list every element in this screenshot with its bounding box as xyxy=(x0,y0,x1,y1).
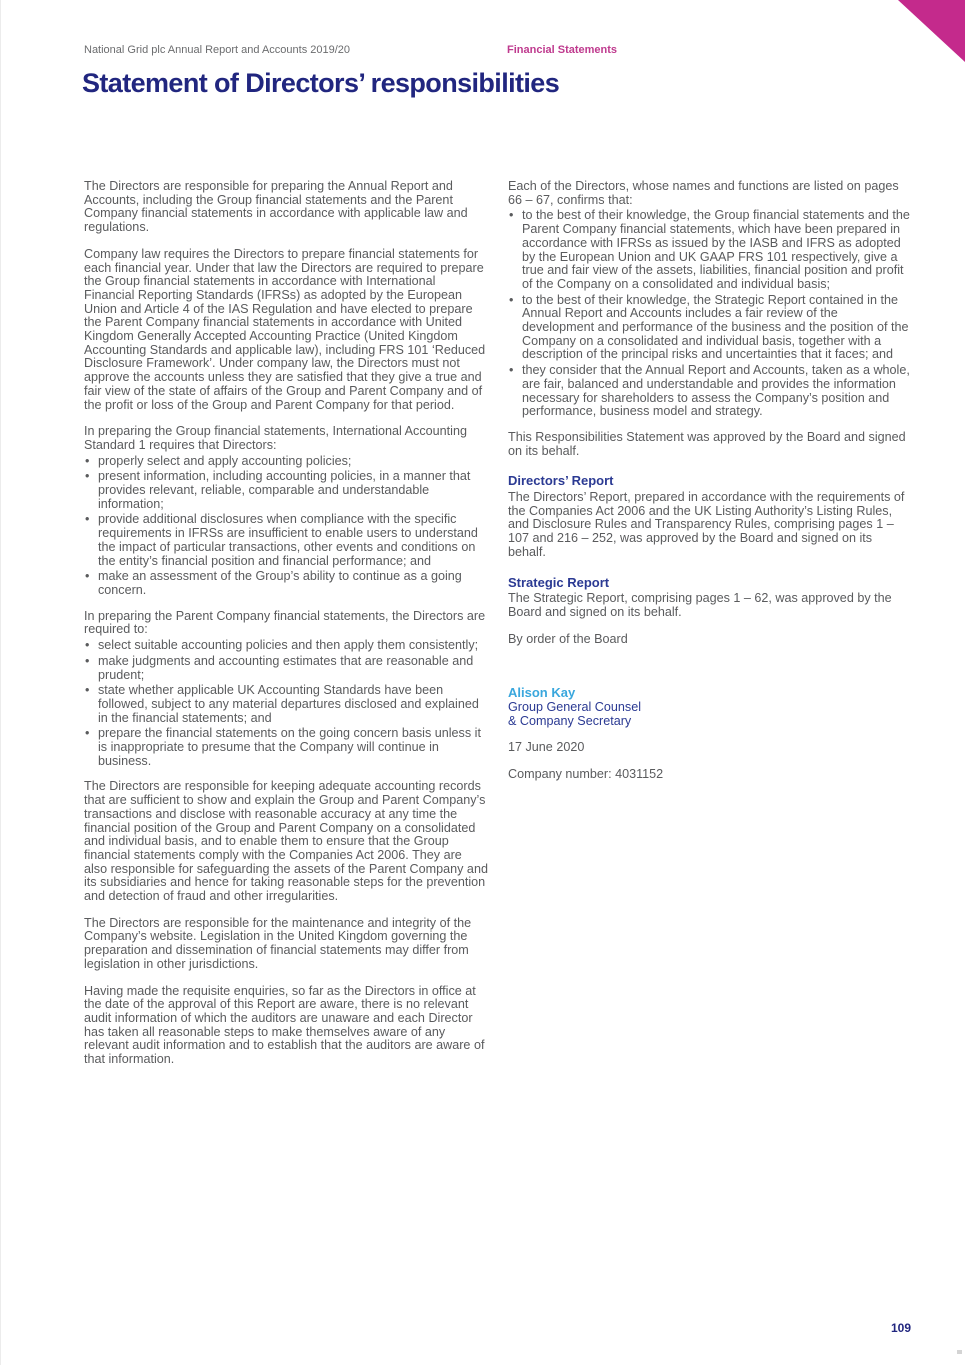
ias-list-intro: In preparing the Group financial statements, International Accounting Standard 1 requires that Directors: xyxy=(84,424,467,452)
bullet-item: • select suitable accounting policies and then apply them consistently; xyxy=(84,639,488,653)
bullet-item: • to the best of their knowledge, the Strategic Report contained in the Annual Report and Accounts includes a fair review of the development and performance of the business and the position of the Company on a consolidated and individual basis, together with a description of the principal risks and uncertainties that it faces; and xyxy=(508,294,912,363)
signatory-role-line2: & Company Secretary xyxy=(508,714,632,729)
left-column xyxy=(84,180,488,1080)
right-column xyxy=(508,180,912,1080)
bullet-item: • prepare the financial statements on the going concern basis unless it is inappropriate to presume that the Company will continue in business. xyxy=(84,727,488,768)
confirm-list-intro: Each of the Directors, whose names and functions are listed on pages 66 – 67, confirms that: xyxy=(508,179,899,207)
body-paragraph-website: The Directors are responsible for the maintenance and integrity of the Company’s website. Legislation in the United Kingdom governing the preparation and dissemination of financial statements may differ from legislation in other jurisdictions. xyxy=(84,915,472,971)
strategic-report-body: The Strategic Report, comprising pages 1 – 62, was approved by the Board and signed on its behalf. xyxy=(508,591,892,619)
signatory-name: Alison Kay xyxy=(508,685,576,701)
two-column-body xyxy=(84,180,912,1080)
bullet-item: • make judgments and accounting estimates that are reasonable and prudent; xyxy=(84,655,488,682)
signature-block xyxy=(508,686,912,781)
parent-list-intro: In preparing the Parent Company financial statements, the Directors are required to: xyxy=(84,608,486,637)
body-paragraph-intro: The Directors are responsible for preparing the Annual Report and Accounts, including the Group financial statements and the Parent Company financial statements in accordance with applicable law and regulations. xyxy=(84,179,468,235)
confirm-bullet-list xyxy=(508,209,912,419)
bullet-item: • make an assessment of the Group’s ability to continue as a going concern. xyxy=(84,570,488,597)
body-paragraph-company-law: Company law requires the Directors to prepare financial statements for each financial year. Under that law the Directors are required to prepare the Group financial statements in accordance with International Financial Reporting Standards (IFRSs) as adopted by the European Union and Article 4 of the IAS Regulation and have elected to prepare the Parent Company financial statements in accordance with United Kingdom Generally Accepted Accounting Practice (United Kingdom Accounting Standards and applicable law), including FRS 101 ‘Reduced Disclosure Framework’. Under company law, the Directors must not approve the accounts unless they are satisfied that they give a true and fair view of the state of affairs of the Group and Parent Company and of the profit or loss of the Group and Parent Company for that period. xyxy=(84,246,486,412)
bullet-item: • to the best of their knowledge, the Group financial statements and the Parent Company financial statements, which have been prepared in accordance with IFRSs as issued by the IASB and IFRS as adopted by the European Union and UK GAAP FRS 101 respectively, give a true and fair view of the assets, liabilities, financial position and profit of the Company on a consolidated and individual basis; xyxy=(508,209,912,291)
body-paragraph-audit: Having made the requisite enquiries, so far as the Directors in office at the date of the approval of this Report are aware, there is no relevant audit information of which the auditors are unaware and each Director has taken all reasonable steps to make themselves aware of any relevant audit information and to establish that the auditors are aware of that information. xyxy=(84,983,485,1067)
page-title: Statement of Directors’ responsibilities xyxy=(82,68,560,98)
bullet-item: • present information, including accounting policies, in a manner that provides relevant, reliable, comparable and understandable information; xyxy=(84,470,488,511)
body-paragraph-records: The Directors are responsible for keeping adequate accounting records that are sufficient to show and explain the Group and Parent Company’s transactions and disclose with reasonable accuracy at any time the financial position of the Group and Parent Company on a consolidated and individual basis, and to enable them to ensure that the Group financial statements comply with the Companies Act 2006. They are also responsible for safeguarding the assets of the Parent Company and its subsidiaries and hence for taking reasonable steps for the prevention and detection of fraud and other irregularities. xyxy=(84,779,488,904)
section-label: Financial Statements xyxy=(507,44,618,56)
signature-date: 17 June 2020 xyxy=(508,740,585,755)
printer-mark xyxy=(957,1350,962,1354)
bullet-item: • state whether applicable UK Accounting Standards have been followed, subject to any material departures disclosed and explained in the financial statements; and xyxy=(84,684,488,725)
directors-report-heading: Directors’ Report xyxy=(508,473,614,489)
ias-bullet-list xyxy=(84,455,488,598)
by-order-text: By order of the Board xyxy=(508,631,628,646)
strategic-report-heading: Strategic Report xyxy=(508,574,610,590)
signatory-role-line1: Group General Counsel xyxy=(508,700,642,715)
page-edge-line xyxy=(0,0,1,1365)
parent-bullet-list xyxy=(84,639,488,768)
corner-accent-triangle xyxy=(898,0,965,62)
bullet-item: • properly select and apply accounting policies; xyxy=(84,455,488,469)
report-header-text: National Grid plc Annual Report and Accounts 2019/20 xyxy=(84,44,351,56)
bullet-item: • they consider that the Annual Report and Accounts, taken as a whole, are fair, balanced and understandable and provides the information necessary for shareholders to assess the Company’s position and performance, business model and strategy. xyxy=(508,364,912,419)
bullet-item: • provide additional disclosures when compliance with the specific requirements in IFRSs are insufficient to enable users to understand the impact of particular transactions, other events and conditions on the entity’s financial position and financial performance; and xyxy=(84,513,488,568)
company-number: Company number: 4031152 xyxy=(508,767,664,782)
body-paragraph-approval: This Responsibilities Statement was approved by the Board and signed on its behalf. xyxy=(508,429,906,458)
page-number: 109 xyxy=(890,1321,911,1335)
directors-report-body: The Directors’ Report, prepared in accordance with the requirements of the Companies Act 2006 and the UK Listing Authority’s Listing Rules, and Disclosure Rules and Transparency Rules, comprising pages 1 – 107 and 216 – 252, was approved by the Board and signed on its behalf. xyxy=(508,490,905,559)
